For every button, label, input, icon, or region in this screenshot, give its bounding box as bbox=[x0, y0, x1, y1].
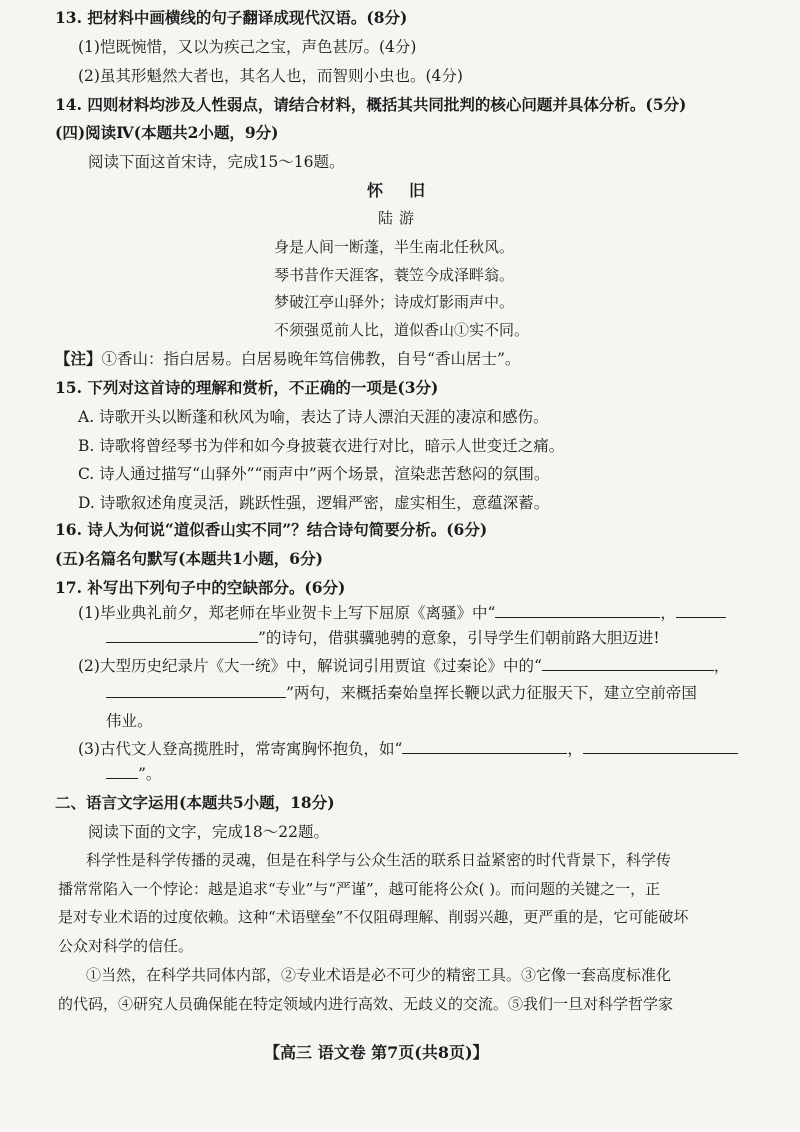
poem-note bbox=[55, 349, 520, 369]
answer-blank[interactable] bbox=[542, 656, 714, 671]
q17-sub1-line2 bbox=[106, 628, 660, 648]
q17-sub2-line1 bbox=[78, 656, 729, 676]
answer-blank[interactable] bbox=[106, 683, 286, 698]
q16-stem: 16. 诗人为何说“道似香山实不同”？结合诗句简要分析。(6分) bbox=[55, 520, 488, 539]
q15-stem: 15. 下列对这首诗的理解和赏析，不正确的一项是(3分) bbox=[55, 378, 439, 397]
q17-sub1-text: (1)毕业典礼前夕，郑老师在毕业贺卡上写下屈原《离骚》中“ bbox=[78, 604, 496, 622]
q13-sub2: (2)虽其形魁然大者也，其名人也，而智则小虫也。(4分) bbox=[78, 67, 463, 85]
q13-sub1: (1)恺既惋惜，又以为疾己之宝，声色甚厉。(4分) bbox=[78, 38, 417, 56]
passage-line: 公众对科学的信任。 bbox=[58, 937, 194, 955]
comma: ， bbox=[567, 740, 583, 758]
q17-sub3-text-end: ”。 bbox=[138, 765, 162, 783]
q17-stem: 17. 补写出下列句子中的空缺部分。(6分) bbox=[55, 578, 346, 597]
note-text: ①香山：指白居易。白居易晚年笃信佛教，自号“香山居士”。 bbox=[101, 350, 521, 368]
passage-line: 的代码，④研究人员确保能在特定领域内进行高效、无歧义的交流。⑤我们一旦对科学哲学家 bbox=[58, 995, 674, 1013]
poem-author: 陆游 bbox=[378, 209, 421, 227]
q17-sub3-line1 bbox=[78, 739, 738, 759]
passage-line: 是对专业术语的过度依赖。这种“术语壁垒”不仅阻碍理解、削弱兴趣，更严重的是，它可能破坏 bbox=[58, 908, 689, 926]
q17-sub1-text-end: ”的诗句，借骐骥驰骋的意象，引导学生们朝前路大胆迈进! bbox=[258, 629, 660, 647]
answer-blank[interactable] bbox=[402, 739, 567, 754]
poem-line: 梦破江亭山驿外；诗成灯影雨声中。 bbox=[274, 293, 515, 311]
part2-heading: 二、语言文字运用(本题共5小题，18分) bbox=[55, 793, 335, 812]
q15-option-a: A. 诗歌开头以断蓬和秋风为喻，表达了诗人漂泊天涯的凄凉和感伤。 bbox=[78, 408, 549, 426]
q15-option-d: D. 诗歌叙述角度灵活，跳跃性强，逻辑严密，虚实相生，意蕴深蓄。 bbox=[78, 494, 550, 512]
q17-sub2-line3: 伟业。 bbox=[106, 712, 153, 730]
q15-option-b: B. 诗歌将曾经琴书为伴和如今身披蓑衣进行对比，暗示人世变迁之痛。 bbox=[78, 437, 565, 455]
poem-title: 怀旧 bbox=[367, 181, 452, 200]
q17-sub2-text: (2)大型历史纪录片《大一统》中，解说词引用贾谊《过秦论》中的“ bbox=[78, 657, 542, 675]
poem-line: 身是人间一断蓬，半生南北任秋风。 bbox=[274, 238, 515, 256]
answer-blank[interactable] bbox=[106, 628, 258, 643]
q17-sub3-text: (3)古代文人登高揽胜时，常寄寓胸怀抱负，如“ bbox=[78, 740, 403, 758]
section5-heading: (五)名篇名句默写(本题共1小题，6分) bbox=[55, 549, 323, 568]
q17-sub1-line1 bbox=[78, 603, 726, 623]
answer-blank[interactable] bbox=[495, 603, 660, 618]
part2-intro: 阅读下面的文字，完成18～22题。 bbox=[88, 823, 329, 841]
poem-line: 不须强觅前人比，道似香山①实不同。 bbox=[274, 321, 530, 339]
q15-option-c: C. 诗人通过描写“山驿外”“雨声中”两个场景，渲染悲苦愁闷的氛围。 bbox=[78, 465, 550, 483]
answer-blank[interactable] bbox=[106, 764, 138, 779]
passage-line: ①当然，在科学共同体内部，②专业术语是必不可少的精密工具。③它像一套高度标准化 bbox=[86, 966, 672, 984]
comma: ， bbox=[660, 604, 676, 622]
q14-stem: 14. 四则材料均涉及人性弱点，请结合材料，概括其共同批判的核心问题并具体分析。(5分) bbox=[55, 95, 687, 114]
q17-sub2-line2 bbox=[106, 683, 697, 703]
answer-blank[interactable] bbox=[676, 603, 726, 618]
section4-heading: (四)阅读Ⅳ(本题共2小题，9分) bbox=[55, 123, 279, 142]
note-tag: 【注】 bbox=[55, 349, 102, 368]
passage-line: 播常常陷入一个悖论：越是追求“专业”与“严谨”，越可能将公众( )。而问题的关键之一，正 bbox=[58, 880, 661, 898]
q17-sub3-line2 bbox=[106, 764, 161, 784]
section4-intro: 阅读下面这首宋诗，完成15～16题。 bbox=[88, 153, 345, 171]
poem-line: 琴书昔作天涯客，蓑笠今成泽畔翁。 bbox=[274, 266, 515, 284]
q13-stem: 13. 把材料中画横线的句子翻译成现代汉语。(8分) bbox=[55, 8, 408, 27]
passage-line: 科学性是科学传播的灵魂，但是在科学与公众生活的联系日益紧密的时代背景下，科学传 bbox=[86, 851, 672, 869]
q17-sub2-text-mid: ”两句，来概括秦始皇挥长鞭以武力征服天下，建立空前帝国 bbox=[286, 684, 697, 702]
comma: ， bbox=[713, 657, 730, 675]
page-footer: 【高三 语文卷 第7页(共8页)】 bbox=[264, 1043, 489, 1062]
answer-blank[interactable] bbox=[583, 739, 738, 754]
